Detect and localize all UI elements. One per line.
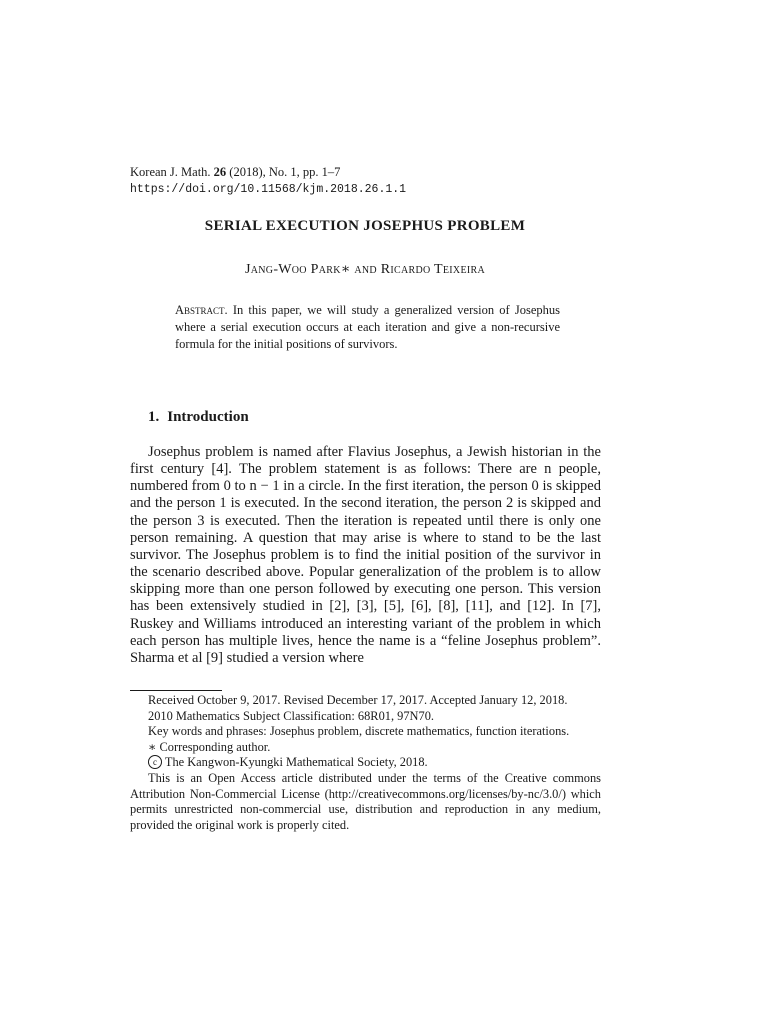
journal-volume: 26 (213, 165, 227, 179)
footnote-copyright (130, 755, 601, 771)
doi-link[interactable]: https://doi.org/10.11568/kjm.2018.26.1.1 (130, 183, 407, 196)
body-text (130, 444, 601, 667)
section-title: Introduction (167, 409, 249, 425)
footnote-corresponding: ∗ Corresponding author. (148, 739, 271, 754)
section-number: 1. (148, 409, 160, 425)
journal-header (130, 164, 406, 198)
intro-paragraph: Josephus problem is named after Flavius Josephus, a Jewish historian in the first century [4]. The problem statement is as follows: There are n people, numbered from 0 to n − 1 in a circle. In the first iteration, the person 0 is skipped and the person 1 is executed. In the second iteration, the person 2 is skipped and the person 3 is executed. Then the iteration is repeated until there is only one person remaining. A question that may arise is where to stand to be the last survivor. The Josephus problem is to find the initial position of the survivor in the scenario described above. Popular generalization of the problem is to allow skipping more than one person followed by executing one person. This version has been extensively studied in [2], [3], [5], [6], [8], [11], and [12]. In [7], Ruskey and Williams introduced an interesting variant of the problem in which each person has multiple lives, hence the name is a “feline Josephus problem”. Sharma et al [9] studied a version where (130, 444, 601, 666)
abstract-text: In this paper, we will study a generalized version of Josephus where a serial execution occurs at each iteration and give a non-recursive formula for the initial positions of survivors. (175, 303, 560, 351)
paper-authors: Jang-Woo Park∗ and Ricardo Teixeira (245, 262, 485, 277)
footnotes (130, 693, 601, 833)
footnote-license: This is an Open Access article distributed under the terms of the Creative commons Attribution Non-Commercial License (http://creativecommons.org/licenses/by-nc/3.0/) which permits unrestricted non-commercial use, distribution and reproduction in any medium, provided the original work is properly cited. (130, 770, 601, 832)
copyright-icon: c (148, 755, 162, 769)
section-heading (148, 409, 249, 426)
footnote-received: Received October 9, 2017. Revised December 17, 2017. Accepted January 12, 2018. (148, 693, 568, 707)
journal-issue: (2018), No. 1, pp. 1–7 (229, 165, 341, 179)
footnote-msc: 2010 Mathematics Subject Classification: 68R01, 97N70. (148, 708, 434, 723)
copyright-text: The Kangwon-Kyungki Mathematical Society, 2018. (164, 755, 428, 770)
abstract (175, 302, 560, 353)
abstract-label: Abstract. (175, 303, 228, 317)
footnote-keywords: Key words and phrases: Josephus problem, discrete mathematics, function iterations. (148, 724, 570, 739)
paper-title: SERIAL EXECUTION JOSEPHUS PROBLEM (204, 218, 526, 234)
footnote-rule (130, 690, 222, 691)
journal-citation (130, 164, 406, 181)
journal-name: Korean J. Math. (130, 165, 211, 179)
